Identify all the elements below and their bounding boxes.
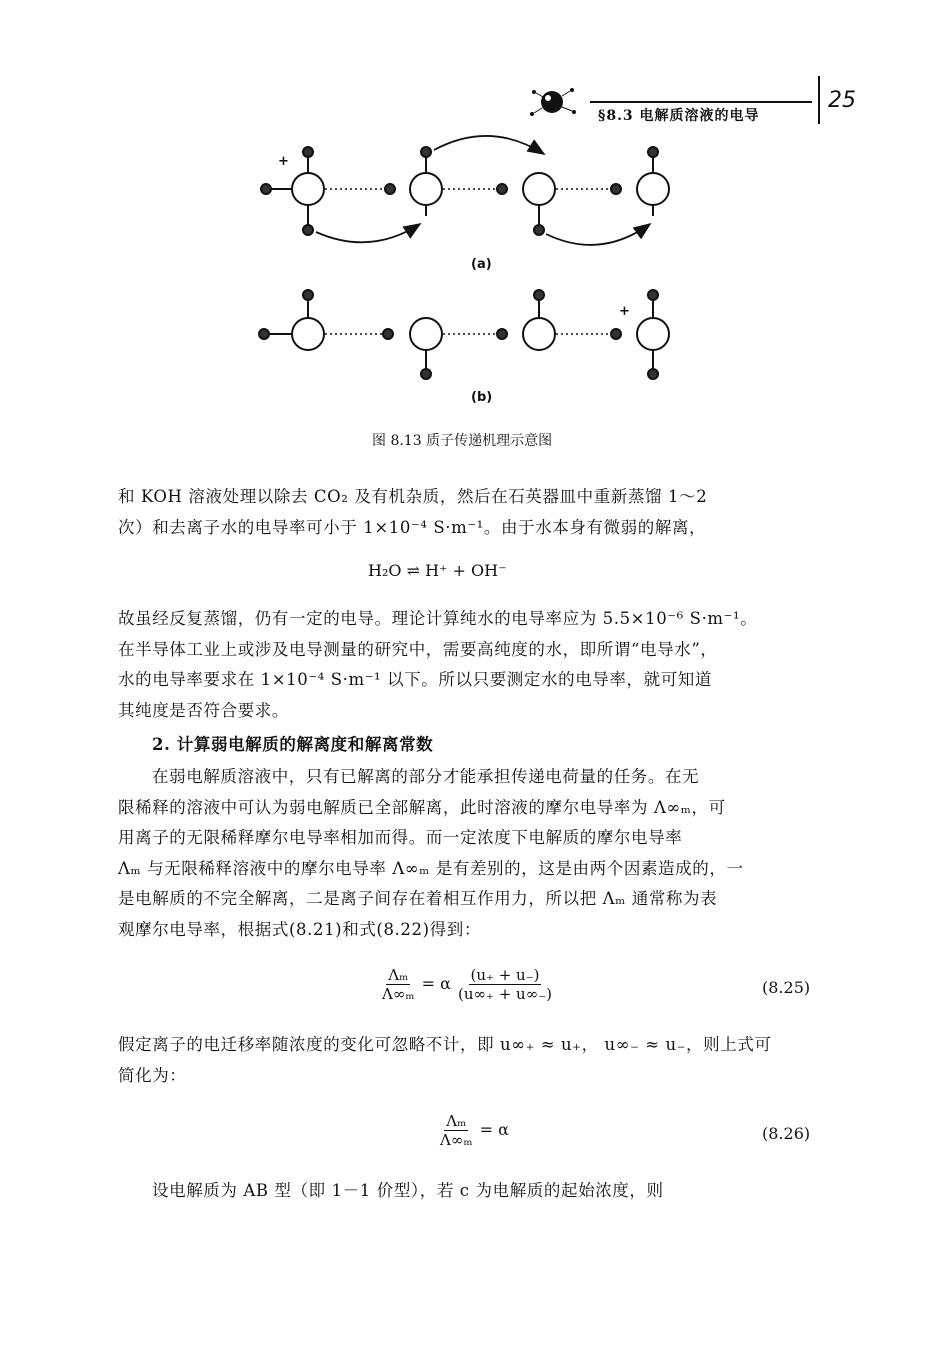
fraction-rhs bbox=[456, 966, 554, 1003]
header-vertical-bar bbox=[818, 76, 820, 124]
text-line: 其纯度是否符合要求。 bbox=[118, 700, 289, 720]
text-line: 假定离子的电迁移率随浓度的变化可忽略不计，即 u∞₊ ≈ u₊， u∞₋ ≈ u₋，则上式可 bbox=[118, 1035, 772, 1054]
header-rule bbox=[590, 101, 812, 103]
text-line: 用离子的无限稀释摩尔电导率相加而得。而一定浓度下电解质的摩尔电导率 bbox=[118, 828, 683, 847]
text-line: 简化为： bbox=[118, 1065, 187, 1085]
figure-a bbox=[250, 132, 690, 274]
paragraph-1 bbox=[118, 482, 707, 543]
water-dissociation-equation: H₂O ⇌ H⁺ + OH⁻ bbox=[368, 561, 507, 580]
denominator: Λ∞ₘ bbox=[440, 1131, 473, 1149]
paragraph-3 bbox=[118, 762, 744, 945]
equation-8-26 bbox=[438, 1112, 509, 1149]
paragraph-2 bbox=[118, 604, 757, 726]
text-line: 次）和去离子水的电导率可小于 1×10⁻⁴ S·m⁻¹。由于水本身有微弱的解离， bbox=[118, 517, 707, 537]
equation-number: (8.26) bbox=[762, 1124, 811, 1143]
text-line: 在半导体工业上或涉及电导测量的研究中，需要高纯度的水，即所谓“电导水”， bbox=[118, 639, 718, 659]
molecule-logo-icon bbox=[524, 80, 584, 124]
plus-sign-b: + bbox=[619, 304, 630, 319]
numerator: (u₊ + u₋) bbox=[470, 966, 540, 984]
proton-chain-diagram-b bbox=[250, 282, 690, 412]
text-line: 是电解质的不完全解离，二是离子间存在着相互作用力，所以把 Λₘ 通常称为表 bbox=[118, 889, 718, 908]
text-line: 观摩尔电导率，根据式(8.21)和式(8.22)得到： bbox=[118, 919, 481, 939]
numerator: Λₘ bbox=[388, 966, 409, 984]
plus-sign-a: + bbox=[278, 154, 289, 169]
page-number: 25 bbox=[828, 88, 856, 113]
text-line: 故虽经反复蒸馏，仍有一定的电导。理论计算纯水的电导率应为 5.5×10⁻⁶ S·m⁻¹。 bbox=[118, 609, 758, 628]
section-heading: 2. 计算弱电解质的解离度和解离常数 bbox=[152, 735, 434, 754]
text-line: 在弱电解质溶液中，只有已解离的部分才能承担传递电荷量的任务。在无 bbox=[152, 767, 700, 786]
denominator: (u∞₊ + u∞₋) bbox=[458, 985, 552, 1003]
text-line: 限稀释的溶液中可认为弱电解质已全部解离，此时溶液的摩尔电导率为 Λ∞ₘ，可 bbox=[118, 797, 726, 817]
paragraph-4 bbox=[118, 1030, 772, 1091]
paragraph-5: 设电解质为 AB 型（即 1－1 价型），若 c 为电解质的起始浓度，则 bbox=[152, 1181, 664, 1200]
fraction-lhs bbox=[380, 966, 417, 1003]
denominator: Λ∞ₘ bbox=[382, 985, 415, 1003]
header-section-title: §8.3 电解质溶液的电导 bbox=[598, 108, 760, 124]
proton-chain-diagram-a bbox=[250, 132, 690, 274]
figure-label-b: (b) bbox=[471, 390, 493, 405]
numerator: Λₘ bbox=[446, 1112, 467, 1130]
figure-label-a: (a) bbox=[471, 257, 492, 272]
fraction-lhs bbox=[438, 1112, 475, 1149]
equals-alpha: = α bbox=[479, 1120, 509, 1139]
equation-8-25 bbox=[380, 966, 554, 1003]
figure-caption: 图 8.13 质子传递机理示意图 bbox=[372, 433, 553, 449]
equation-number: (8.25) bbox=[762, 978, 811, 997]
text-line: 和 KOH 溶液处理以除去 CO₂ 及有机杂质，然后在石英器皿中重新蒸馏 1～2 bbox=[118, 487, 708, 506]
equals-alpha: = α bbox=[421, 974, 451, 993]
figure-b bbox=[250, 282, 690, 412]
text-line: 水的电导率要求在 1×10⁻⁴ S·m⁻¹ 以下。所以只要测定水的电导率，就可知道 bbox=[118, 670, 712, 689]
text-line: Λₘ 与无限稀释溶液中的摩尔电导率 Λ∞ₘ 是有差别的，这是由两个因素造成的，一 bbox=[118, 858, 744, 878]
